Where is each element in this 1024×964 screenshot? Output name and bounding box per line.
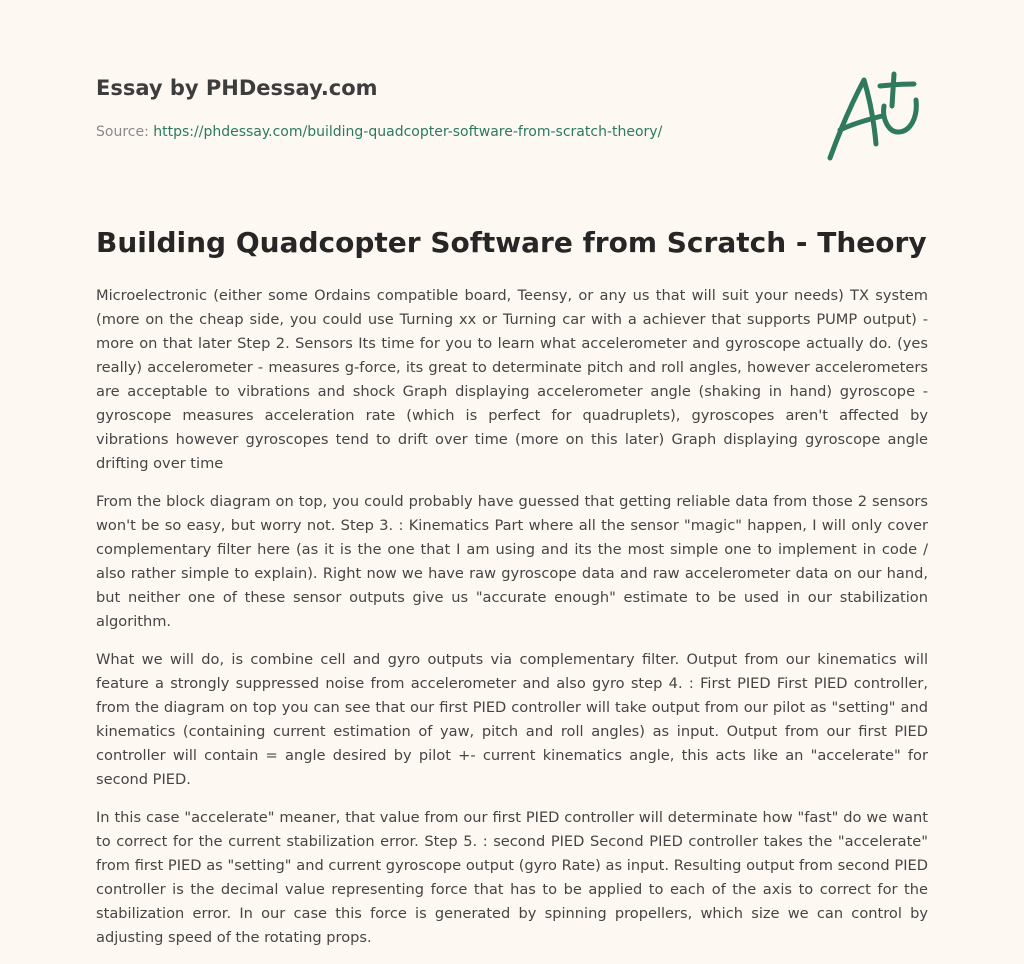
source-link[interactable]: https://phdessay.com/building-quadcopter-software-from-scratch-theory/	[153, 124, 663, 140]
paragraph: Microelectronic (either some Ordains compatible board, Teensy, or any us that will suit your needs) TX system (more on the cheap side, you could use Turning xx or Turning car with a achiever that supports PUMP output) - more on that later Step 2. Sensors Its time for you to learn what accelerometer and gyroscope actually do. (yes really) accelerometer - measures g-force, its great to determinate pitch and roll angles, however accelerometers are acceptable to vibrations and shock Graph displaying accelerometer angle (shaking in hand) gyroscope - gyroscope measures acceleration rate (which is perfect for quadruplets), gyroscopes aren't affected by vibrations however gyroscopes tend to drift over time (more on this later) Graph displaying gyroscope angle drifting over time	[96, 287, 928, 472]
paragraph: In this case "accelerate" meaner, that value from our first PIED controller will determinate how "fast" do we want to correct for the current stabilization error. Step 5. : second PIED Second PIED controller takes the "accelerate" from first PIED as "setting" and current gyroscope output (gyro Rate) as input. Resulting output from second PIED controller is the decimal value representing force that has to be applied to each of the axis to correct for the stabilization error. In our case this force is generated by spinning propellers, which size we can control by adjusting speed of the rotating props.	[96, 809, 928, 946]
page-header	[96, 0, 928, 259]
paragraph: From the block diagram on top, you could probably have guessed that getting reliable data from those 2 sensors won't be so easy, but worry not. Step 3. : Kinematics Part where all the sensor "magic" happen, I will only cover complementary filter here (as it is the one that I am using and its the most simple one to implement in code / also rather simple to explain). Right now we have raw gyroscope data and raw accelerometer data on our hand, but neither one of these sensor outputs give us "accurate enough" estimate to be used in our stabilization algorithm.	[96, 493, 928, 630]
document-title: Building Quadcopter Software from Scratch - Theory	[96, 226, 927, 259]
essay-page	[96, 0, 928, 946]
site-title: Essay by PHDessay.com	[96, 76, 378, 100]
essay-body	[96, 284, 928, 964]
source-line	[96, 124, 662, 140]
source-label: Source:	[96, 124, 149, 140]
paragraph: What we will do, is combine cell and gyro outputs via complementary filter. Output from our kinematics will feature a strongly suppressed noise from accelerometer and also gyro step 4. : First PIED First PIED controller, from the diagram on top you can see that our first PIED controller will take output from our pilot as "setting" and kinematics (containing current estimation of yaw, pitch and roll angles) as input. Output from our first PIED controller will contain = angle desired by pilot +- current kinematics angle, this acts like an "accelerate" for second PIED.	[96, 651, 928, 788]
a-plus-grade-icon	[824, 66, 924, 166]
